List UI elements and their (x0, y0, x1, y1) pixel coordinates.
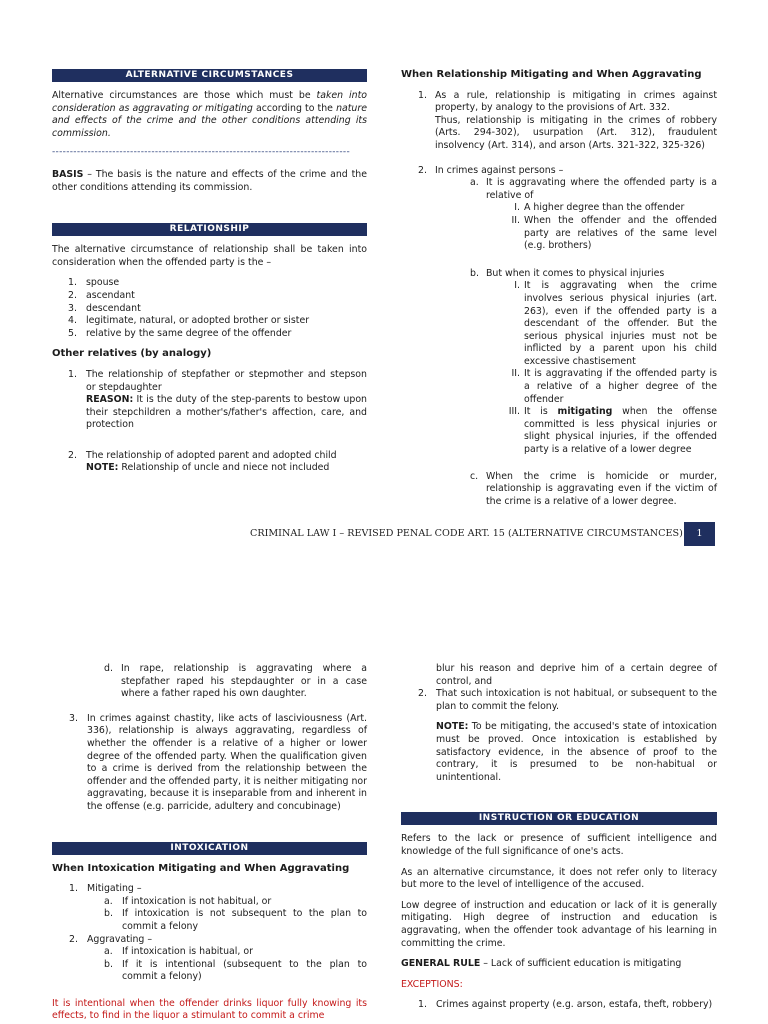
intro-emphasis: taken into consideration as aggravating or mitigating (52, 90, 367, 114)
list-item: 1. Crimes against property (e.g. arson, estafa, theft, robbery) (418, 999, 713, 1011)
intro-text: according to the (252, 102, 337, 114)
other-relatives-list (52, 369, 367, 475)
dashed-divider: ------------------------------------------------------------------------------------ (52, 147, 350, 158)
note: NOTE: Relationship of uncle and niece not included (86, 462, 330, 474)
sub-item-d: d. In rape, relationship is aggravating where a stepfather raped his stepdaughter or in a case where a father raped his own daughter. (104, 663, 367, 700)
page2-right-column (401, 663, 717, 1012)
note-label: NOTE: (86, 462, 119, 474)
general-rule-label: GENERAL RULE (401, 958, 481, 970)
page1-right-column (401, 69, 717, 508)
continued-text: blur his reason and deprive him of a certain degree of control, and (436, 663, 717, 687)
education-paragraph: Low degree of instruction and education or lack of it is generally mitigating. High degree of instruction and education is aggravating, when the offender took advantage of his learning in committing the crime. (401, 899, 717, 949)
relationship-intro: The alternative circumstance of relationship shall be taken into consideration when the offended party is the – (52, 244, 367, 268)
intro-text: Alternative circumstances are those which must be (52, 90, 317, 101)
list-item: 1. The relationship of stepfather or stepmother and stepson or stepdaughter REASON: It is the duty of the step-parents to bestow upon their stepchildren a mother's/father's affection, care, and protection (68, 368, 367, 431)
sub-item: a. If intoxication is habitual, or (104, 946, 253, 958)
intro-text: . (107, 127, 111, 139)
section-header-intoxication: INTOXICATION (52, 842, 367, 855)
list-item: 2. The relationship of adopted parent and adopted child NOTE: Relationship of uncle and niece not included (68, 450, 367, 475)
list-item: 2. Aggravating – (69, 933, 153, 945)
section-header-relationship: RELATIONSHIP (52, 223, 367, 236)
sub-sub-item: II. It is aggravating if the offended party is a relative of a higher degree of the offender (511, 368, 717, 405)
page1-left-column (52, 69, 367, 475)
sub-item: b. If intoxication is not subsequent to the plan to commit a felony (104, 908, 367, 932)
general-rule: GENERAL RULE – Lack of sufficient education is mitigating (401, 958, 682, 970)
list-item: 3. descendant (68, 302, 141, 314)
list-item: 1. As a rule, relationship is mitigating in crimes against property, by analogy to the provisions of Art. 332. Thus, relationship is mitigating in the crimes of robbery (Arts. 294-302), usurpation (Art. 312), fraudulent insolvency (Art. 314), and arson (Arts. 321-322, 325-326) (418, 89, 717, 151)
list-item: 2. In crimes against persons – a. It is aggravating where the offended party is a relative of I. A higher degree than the offender II. When the offender and the offended party are relatives of the same level (e.g. brothers) b. But when it comes to physical injuries I. It is aggravating when the crime involves serious physical injuries (art. 263), even if the offended party is a descendant of the offender. But the serious physical injuries must not be inflicted by a parent upon his child excessive chastisement II. It is aggravating if the offended party is a relative of a higher degree of the offender III. It is mitigating when the offense committed is less physical injuries or slight physical injuries, if the offended party is a relative of a lower degree c. When the crime is homicide or murder, relationship is aggravating even if the victim of the crime is a relative of a lower degree. (418, 164, 718, 507)
basis-label: BASIS (52, 168, 84, 180)
sub-sub-item: I. It is aggravating when the crime involves serious physical injuries (art. 263), even if the offended party is a descendant of the offender. But the serious physical injuries must not be inflicted by a parent upon his child excessive chastisement (514, 280, 717, 367)
page-footer: CRIMINAL LAW I – REVISED PENAL CODE ART. 15 (ALTERNATIVE CIRCUMSTANCES) (250, 528, 683, 539)
sub-item: a. If intoxication is not habitual, or (104, 895, 272, 907)
section-header-instruction-education: INSTRUCTION OR EDUCATION (401, 812, 717, 825)
exceptions-label: EXCEPTIONS: (401, 978, 463, 990)
relationship-list (52, 277, 367, 340)
basis-text: – The basis is the nature and effects of the crime and the other conditions attending its commission. (52, 168, 367, 193)
sub-sub-item: I. A higher degree than the offender (514, 202, 685, 214)
page2-left-column (52, 663, 367, 1023)
intro-emphasis: nature and effects of the crime and the other conditions attending its commission (52, 102, 367, 139)
reason-label: REASON: (86, 394, 134, 406)
list-item: 1. Mitigating – (69, 883, 142, 895)
list-item: 1. spouse (68, 277, 120, 289)
page-number: 1 (684, 522, 715, 546)
list-item: 3. In crimes against chastity, like acts of lasciviousness (Art. 336), relationship is always aggravating, regardless of whether the offender is a relative of a higher or lower degree of the offended party. When the qualification given to a crime is derived from the relationship between the offender and the offended party, it is neither mitigating nor aggravating, because it is inseparable from and inherent in the offense (e.g. parricide, adultery and concubinage) (69, 712, 367, 812)
sub-sub-item: II. When the offender and the offended party are relatives of the same level (e.g. brothers) (511, 214, 717, 252)
section-header-alternative-circumstances: ALTERNATIVE CIRCUMSTANCES (52, 69, 367, 82)
reason-note: REASON: It is the duty of the step-parents to bestow upon their stepchildren a mother's/father's affection, care, and protection (86, 394, 367, 431)
list-item-text: The relationship of adopted parent and adopted child (86, 449, 337, 461)
sub-item: b. If it is intentional (subsequent to the plan to commit a felony) (104, 958, 367, 983)
intoxication-note: NOTE: To be mitigating, the accused's state of intoxication must be proved. Once intoxication is established by satisfactory evidence, in the absence of proof to the contrary, it is presumed to be non-habitual or unintentional. (436, 721, 717, 783)
list-item: 2. That such intoxication is not habitual, or subsequent to the plan to commit the felony. (418, 688, 717, 712)
note-label: NOTE: (436, 721, 469, 733)
alternative-intro-paragraph (52, 90, 367, 140)
education-paragraph: Refers to the lack or presence of sufficient intelligence and knowledge of the full significance of one's acts. (401, 833, 717, 857)
list-item: 2. ascendant (68, 289, 135, 301)
education-paragraph: As an alternative circumstance, it does not refer only to literacy but more to the level of intelligence of the accused. (401, 866, 717, 891)
intentional-intoxication-note: It is intentional when the offender drinks liquor fully knowing its effects, to find in the liquor a stimulant to commit a crime (52, 997, 367, 1022)
list-item: 5. relative by the same degree of the offender (68, 327, 292, 339)
sub-item-b: b. But when it comes to physical injuries I. It is aggravating when the crime involves serious physical injuries (art. 263), even if the offended party is a descendant of the offender. But the serious physical injuries must not be inflicted by a parent upon his child excessive chastisement II. It is aggravating if the offended party is a relative of a higher degree of the offender III. It is mitigating when the offense committed is less physical injuries or slight physical injuries, if the offended party is a relative of a lower degree (470, 267, 718, 456)
list-item-text: The relationship of stepfather or stepmother and stepson or stepdaughter (86, 368, 367, 393)
basis-paragraph (52, 169, 367, 194)
other-relatives-heading: Other relatives (by analogy) (52, 348, 212, 360)
sub-item-a: a. It is aggravating where the offended party is a relative of I. A higher degree than the offender II. When the offender and the offended party are relatives of the same level (e.g. brothers) (470, 177, 717, 252)
sub-sub-item: III. It is mitigating when the offense committed is less physical injuries or slight physical injuries, if the offended party is a relative of a lower degree (508, 406, 718, 456)
relationship-mitigating-heading: When Relationship Mitigating and When Aggravating (401, 69, 702, 80)
list-item: 4. legitimate, natural, or adopted brother or sister (68, 315, 310, 327)
intoxication-heading: When Intoxication Mitigating and When Aggravating (52, 862, 350, 874)
sub-item-c: c. When the crime is homicide or murder, relationship is aggravating even if the victim of the crime is a relative of a lower degree. (470, 470, 717, 507)
